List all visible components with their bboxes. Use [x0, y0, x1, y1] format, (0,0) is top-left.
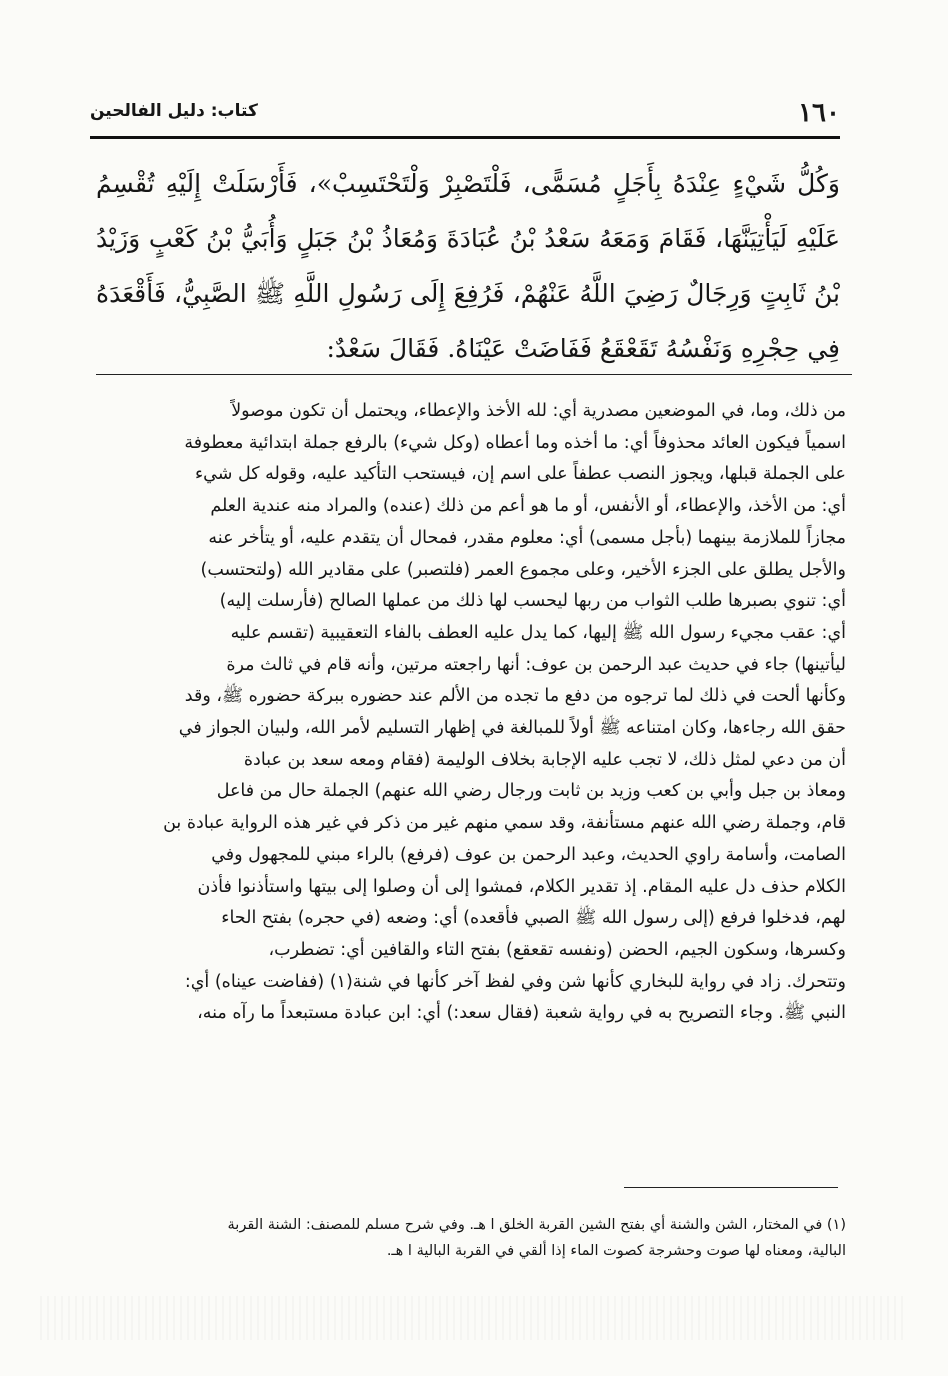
hadith-text: وَكُلُّ شَيْءٍ عِنْدَهُ بِأَجَلٍ مُسَمًّى، فَلْتَصْبِرْ وَلْتَحْتَسِبْ»، فَأَرْسَلَتْ إِلَيْهِ تُقْسِمُ عَلَيْهِ لَيَأْتِيَنَّهَا، فَقَامَ وَمَعَهُ سَعْدُ بْنُ عُبَادَةَ وَمُعَاذُ بْنُ جَبَلٍ وَأُبَيُّ بْنُ كَعْبٍ وَزَيْدُ بْنُ ثَابِتٍ وَرِجَالٌ رَضِيَ اللَّهُ عَنْهُمْ، فَرُفِعَ إِلَى رَسُولِ اللَّهِ ﷺ الصَّبِيُّ، فَأَقْعَدَهُ فِي حِجْرِهِ وَنَفْسُهُ تَقَعْقَعُ فَفَاضَتْ عَيْنَاهُ. فَقَالَ سَعْدٌ: [96, 169, 840, 363]
page-number: ١٦٠ [798, 98, 840, 128]
commentary-line: الصامت، وأسامة راوي الحديث، وعبد الرحمن بن عوف (فرفع) بالراء مبني للمجهول وفي [211, 844, 846, 865]
commentary-line: أي: تنوي بصبرها طلب الثواب من ربها ليحسب لها ذلك من عملها الصالح (فأرسلت إليه) [219, 591, 846, 612]
footnote-line: (١) في المختار، الشن والشنة أي بفتح الشين القربة الخلق ا هـ. وفي شرح مسلم للمصنف: الشنة القربة [227, 1217, 846, 1233]
header-divider [90, 136, 840, 139]
commentary-line: الكلام حذف دل عليه المقام. إذ تقدير الكلام، فمشوا إلى أن وصلوا إلى بيتها واستأذنوا فأذن [197, 876, 846, 897]
commentary-line: ليأتينها) جاء في حديث عبد الرحمن بن عوف: أنها راجعته مرتين، وأنه قام في ثالث مرة [226, 654, 846, 675]
section-divider [96, 374, 852, 375]
page-header [90, 98, 840, 132]
footnote-line: البالية، ومعناه لها صوت وحشرجة كصوت الماء إذا ألقي في القربة البالية ا هـ. [386, 1243, 846, 1259]
running-title: كتاب: دليل الفالحين [90, 101, 258, 121]
footnote-divider [624, 1187, 838, 1188]
commentary-line: النبي ﷺ. وجاء التصريح به في رواية شعبة (فقال سعد:) أي: ابن عبادة مستبعداً ما رآه منه، [197, 1003, 846, 1024]
commentary-line: حقق الله رجاءها، وكان امتناعه ﷺ أولاً للمبالغة في إظهار التسليم لأمر الله، ولبيان الجواز في [178, 718, 846, 739]
footnote [96, 1212, 846, 1264]
commentary-line: أن من دعي لمثل ذلك، لا تجب عليه الإجابة بخلاف الوليمة (فقام ومعه سعد بن عبادة [243, 749, 846, 770]
commentary-line: اسمياً فيكون العائد محذوفاً أي: ما أخذه وما أعطاه (وكل شيء) بالرفع جملة ابتدائية معطوفة [184, 432, 846, 453]
commentary-body [96, 396, 846, 1030]
scan-edge-texture [40, 1296, 908, 1340]
commentary-line: من ذلك، وما، في الموضعين مصدرية أي: لله الأخذ والإعطاء، ويحتمل أن تكون موصولاً [231, 401, 846, 421]
commentary-line: أي: من الأخذ، والإعطاء، أو الأنفس، أو ما هو أعم من ذلك (عنده) والمراد منه عندية العلم [210, 496, 846, 517]
commentary-line: مجازاً للملازمة بينهما (بأجل مسمى) أي: معلوم مقدر، فمحال أن يتقدم عليه، أو يتأخر عنه [208, 527, 846, 548]
commentary-line: وكأنها ألحت في ذلك لما ترجوه من دفع ما تجده من الألم عند حضوره ببركة حضوره ﷺ، وقد [184, 686, 846, 707]
commentary-line: ومعاذ بن جبل وأبي بن كعب وزيد بن ثابت ورجال رضي الله عنهم) الجملة حال من فاعل [216, 781, 846, 802]
commentary-line: لهم، فدخلوا فرفع (إلى رسول الله ﷺ الصبي فأقعده) أي: وضعه (في حجره) بفتح الحاء [221, 908, 846, 929]
commentary-line: وتتحرك. زاد في رواية للبخاري كأنها شن وفي لفظ آخر كأنها في شنة(١) (ففاضت عيناه) أي: [184, 971, 846, 992]
commentary-line: على الجملة قبلها، ويجوز النصب عطفاً على اسم إن، فيستحب التأكيد عليه، وقوله كل شيء [194, 464, 846, 485]
commentary-line: وكسرها، وسكون الجيم، الحضن (ونفسه تقعقع) بفتح التاء والقافين أي: تضطرب، [268, 939, 846, 960]
commentary-line: قام، وجملة رضي الله عنهم مستأنفة، وقد سمي منهم غير من ذكر في غير هذه الرواية عبادة بن [163, 813, 846, 834]
commentary-line: أي: عقب مجيء رسول الله ﷺ إليها، كما يدل عليه العطف بالفاء التعقيبية (تقسم عليه [230, 622, 846, 643]
commentary-line: والأجل يطلق على الجزء الأخير، وعلى مجموع العمر (فلتصبر) على مقادير الله (ولتحتسب) [200, 559, 846, 580]
